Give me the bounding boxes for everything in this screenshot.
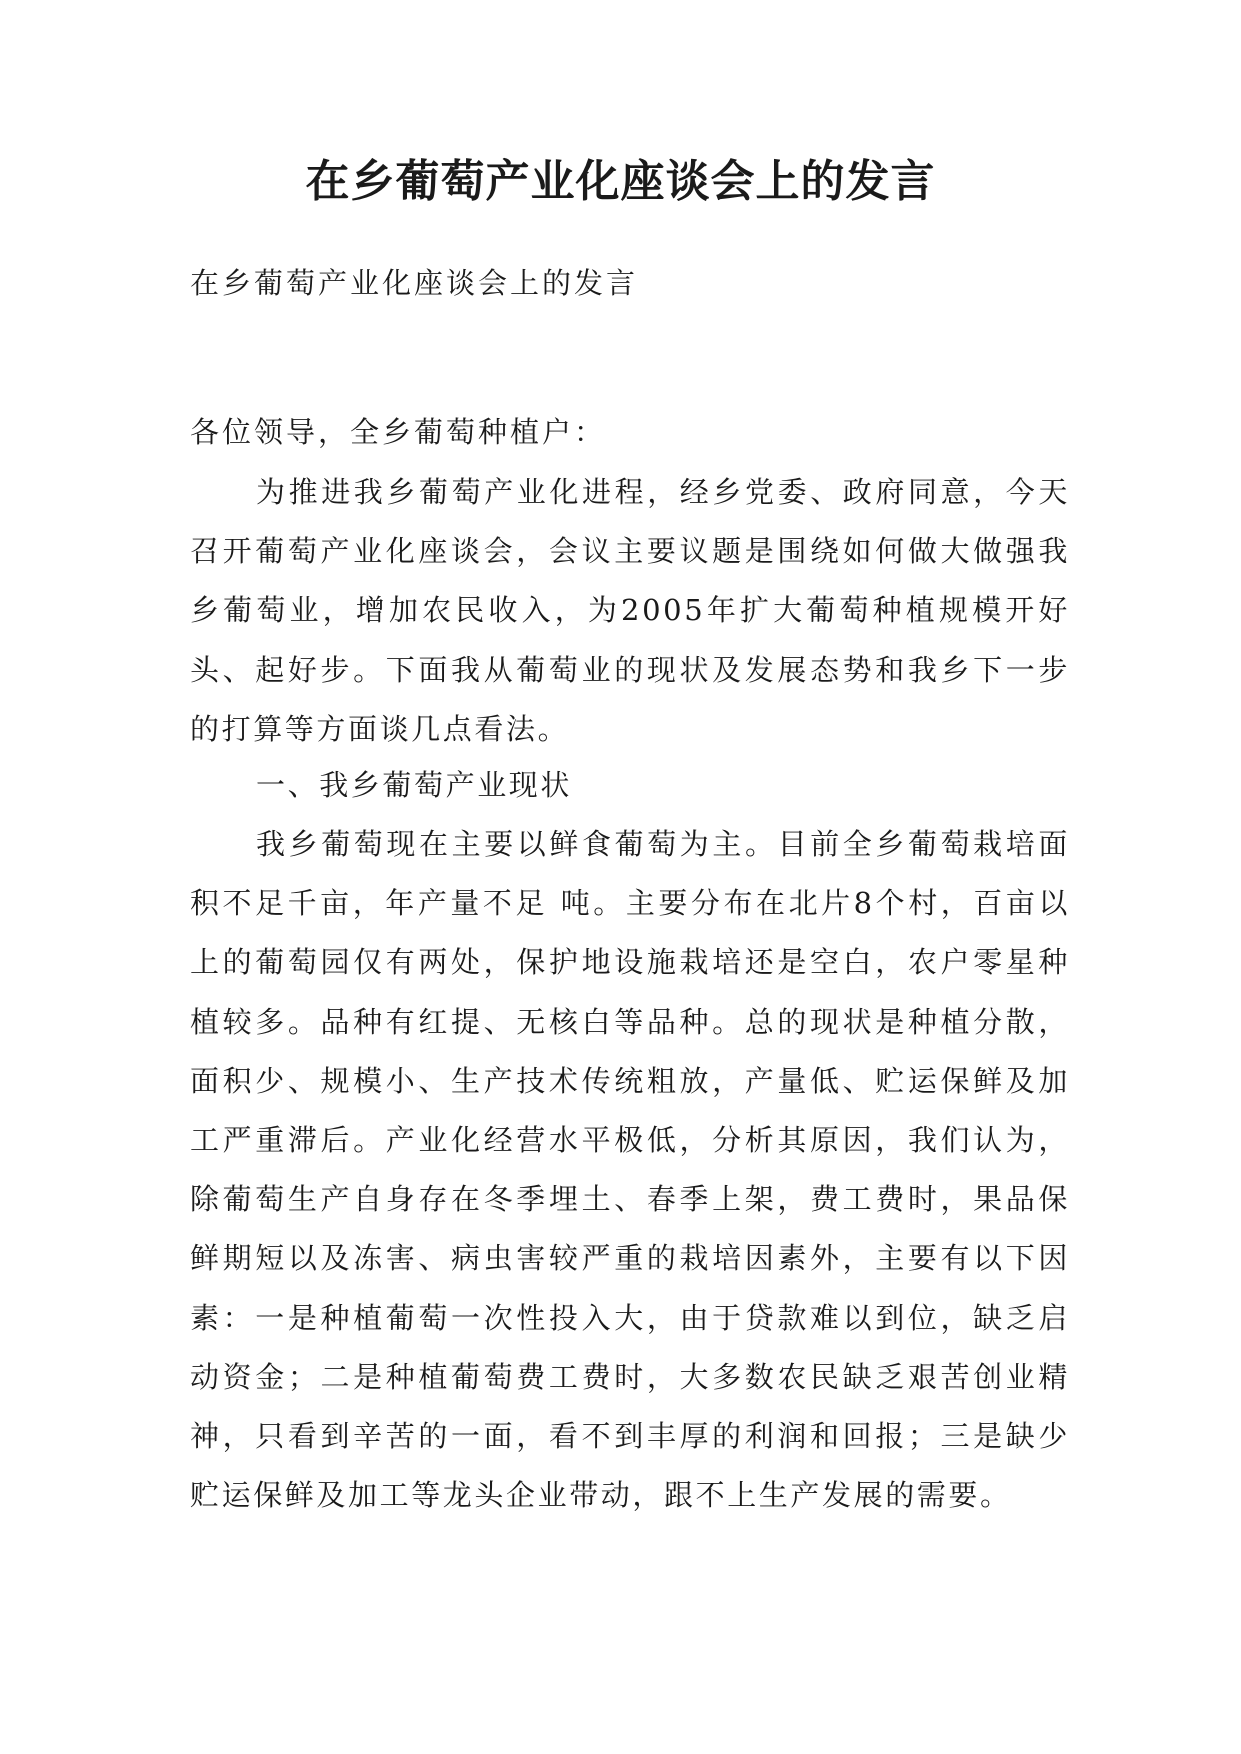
paragraph-current-status: 我乡葡萄现在主要以鲜食葡萄为主。目前全乡葡萄栽培面积不足千亩，年产量不足 吨。主要分布在北片8个村，百亩以上的葡萄园仅有两处，保护地设施栽培还是空白，农户零星种植较多。品种有红提、无核白等品种。总的现状是种植分散，面积少、规模小、生产技术传统粗放，产量低、贮运保鲜及加工严重滞后。产业化经营水平极低，分析其原因，我们认为，除葡萄生产自身存在冬季埋土、春季上架，费工费时，果品保鲜期短以及冻害、病虫害较严重的栽培因素外，主要有以下因素：一是种植葡萄一次性投入大，由于贷款难以到位，缺乏启动资金；二是种植葡萄费工费时，大多数农民缺乏艰苦创业精神，只看到辛苦的一面，看不到丰厚的利润和回报；三是缺少贮运保鲜及加工等龙头企业带动，跟不上生产发展的需要。 xyxy=(190,827,1070,1513)
greeting-line: 各位领导，全乡葡萄种植户： xyxy=(190,415,607,449)
section-heading-1: 一、我乡葡萄产业现状 xyxy=(256,768,573,802)
paragraph-intro: 为推进我乡葡萄产业化进程，经乡党委、政府同意，今天召开葡萄产业化座谈会，会议主要议题是围绕如何做大做强我乡葡萄业，增加农民收入，为2005年扩大葡萄种植规模开好头、起好步。下面我从葡萄业的现状及发展态势和我乡下一步的打算等方面谈几点看法。 xyxy=(190,475,1070,746)
document-subtitle: 在乡葡萄产业化座谈会上的发言 xyxy=(190,266,639,300)
document-title: 在乡葡萄产业化座谈会上的发言 xyxy=(305,156,936,207)
